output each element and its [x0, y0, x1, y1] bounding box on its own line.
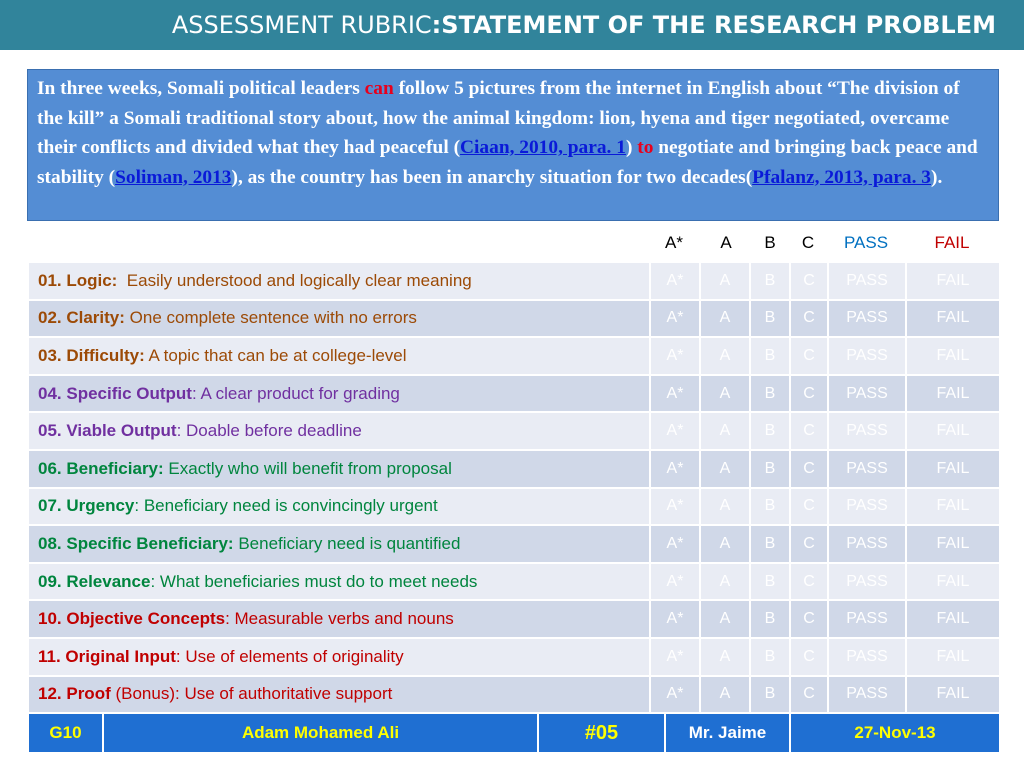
grade-option-a[interactable]: A: [700, 300, 750, 338]
grade-option-a[interactable]: A: [700, 262, 750, 300]
criterion-description: : Beneficiary need is convincingly urgent: [134, 496, 438, 516]
student-number-cell: #05: [538, 713, 665, 753]
grade-header-c: C: [801, 233, 815, 252]
rubric-row: [28, 300, 1000, 338]
grade-option-pass[interactable]: PASS: [828, 676, 906, 714]
criterion-label: 08. Specific Beneficiary:: [38, 533, 234, 553]
grade-option-b[interactable]: B: [750, 337, 790, 375]
rubric-row: [28, 450, 1000, 488]
title-prefix: ASSESSMENT RUBRIC: [171, 11, 432, 39]
grade-option-a[interactable]: A: [700, 412, 750, 450]
grade-option-c[interactable]: C: [790, 337, 828, 375]
grade-option-b[interactable]: B: [750, 525, 790, 563]
grade-option-fail[interactable]: FAIL: [906, 450, 1000, 488]
citation-link[interactable]: Pfalanz, 2013, para. 3: [752, 166, 931, 188]
rubric-row: [28, 262, 1000, 300]
criterion-cell: [28, 300, 650, 338]
grade-option-c[interactable]: C: [790, 638, 828, 676]
grade-option-pass[interactable]: PASS: [828, 300, 906, 338]
criterion-cell: [28, 450, 650, 488]
grade-option-a-star[interactable]: A*: [650, 676, 700, 714]
criterion-label: 01. Logic:: [38, 270, 118, 290]
criterion-description: A topic that can be at college-level: [144, 345, 407, 365]
grade-option-a-star[interactable]: A*: [650, 412, 700, 450]
grade-option-b[interactable]: B: [750, 375, 790, 413]
criterion-description: Easily understood and logically clear meaning: [117, 270, 472, 290]
grade-option-a-star[interactable]: A*: [650, 563, 700, 601]
grade-option-a[interactable]: A: [700, 488, 750, 526]
criterion-label: 03. Difficulty:: [38, 345, 145, 365]
criterion-description: Exactly who will benefit from proposal: [163, 458, 452, 478]
grade-option-pass[interactable]: PASS: [828, 638, 906, 676]
grade-option-a-star[interactable]: A*: [650, 600, 700, 638]
statement-text: ): [625, 137, 638, 158]
grade-option-pass[interactable]: PASS: [828, 488, 906, 526]
grade-option-pass[interactable]: PASS: [828, 262, 906, 300]
rubric-row: [28, 412, 1000, 450]
grade-option-a-star[interactable]: A*: [650, 262, 700, 300]
grade-option-a[interactable]: A: [700, 450, 750, 488]
teacher-cell: Mr. Jaime: [665, 713, 790, 753]
grade-option-fail[interactable]: FAIL: [906, 676, 1000, 714]
grade-option-fail[interactable]: FAIL: [906, 600, 1000, 638]
grade-option-a[interactable]: A: [700, 375, 750, 413]
criterion-label: 07. Urgency: [38, 496, 135, 516]
grade-option-a[interactable]: A: [700, 337, 750, 375]
criterion-cell: [28, 638, 650, 676]
criterion-label: 04. Specific Output: [38, 383, 192, 403]
criterion-description: Beneficiary need is quantified: [233, 533, 461, 553]
criterion-label: 10. Objective Concepts: [38, 609, 226, 629]
grade-option-fail[interactable]: FAIL: [906, 300, 1000, 338]
criterion-cell: [28, 488, 650, 526]
grade-option-b[interactable]: B: [750, 563, 790, 601]
criterion-label: 06. Beneficiary:: [38, 458, 164, 478]
criterion-label: 11. Original Input: [38, 646, 176, 666]
grade-option-b[interactable]: B: [750, 638, 790, 676]
rubric-row: [28, 525, 1000, 563]
criterion-label: 12. Proof: [38, 684, 111, 704]
rubric-row: [28, 375, 1000, 413]
grade-option-c[interactable]: C: [790, 412, 828, 450]
group-cell: G10: [28, 713, 103, 753]
grade-option-pass[interactable]: PASS: [828, 600, 906, 638]
criterion-description: : Measurable verbs and nouns: [225, 609, 454, 629]
title-colon: :: [431, 11, 442, 39]
grade-header-b: B: [764, 233, 776, 252]
grade-option-c[interactable]: C: [790, 600, 828, 638]
grade-option-pass[interactable]: PASS: [828, 375, 906, 413]
grade-option-a[interactable]: A: [700, 638, 750, 676]
grade-option-b[interactable]: B: [750, 600, 790, 638]
rubric-row: [28, 337, 1000, 375]
statement-text: ).: [931, 166, 943, 188]
grade-option-c[interactable]: C: [790, 676, 828, 714]
slide-title: [0, 0, 1024, 50]
grade-option-b[interactable]: B: [750, 488, 790, 526]
grade-option-fail[interactable]: FAIL: [906, 525, 1000, 563]
grade-option-a-star[interactable]: A*: [650, 488, 700, 526]
criterion-cell: [28, 262, 650, 300]
grade-option-a-star[interactable]: A*: [650, 337, 700, 375]
criterion-cell: [28, 412, 650, 450]
grade-option-a[interactable]: A: [700, 525, 750, 563]
rubric-table: [27, 261, 1001, 714]
grade-header-a: A: [720, 233, 732, 252]
grade-option-a-star[interactable]: A*: [650, 638, 700, 676]
criterion-description: : Use of elements of originality: [175, 646, 404, 666]
grade-header-pass: PASS: [843, 233, 889, 252]
grade-header-astar: A*: [665, 233, 683, 252]
grade-option-fail[interactable]: FAIL: [906, 337, 1000, 375]
rubric-row: [28, 600, 1000, 638]
grade-option-pass[interactable]: PASS: [828, 563, 906, 601]
criterion-cell: [28, 337, 650, 375]
criterion-description: : What beneficiaries must do to meet needs: [150, 571, 478, 591]
criterion-label: 05. Viable Output: [38, 421, 177, 441]
grade-option-fail[interactable]: FAIL: [906, 375, 1000, 413]
grade-option-pass[interactable]: PASS: [828, 337, 906, 375]
rubric-row: [28, 488, 1000, 526]
grade-option-fail[interactable]: FAIL: [906, 412, 1000, 450]
criterion-label: 09. Relevance: [38, 571, 151, 591]
grade-option-pass[interactable]: PASS: [828, 525, 906, 563]
criterion-cell: [28, 375, 650, 413]
rubric-row: [28, 563, 1000, 601]
grade-option-c[interactable]: C: [790, 563, 828, 601]
grade-option-a-star[interactable]: A*: [650, 375, 700, 413]
grade-option-a-star[interactable]: A*: [650, 450, 700, 488]
grade-option-pass[interactable]: PASS: [828, 450, 906, 488]
student-info-bar: [27, 712, 1001, 754]
citation-link[interactable]: Ciaan, 2010, para. 1: [460, 137, 626, 158]
grade-option-c[interactable]: C: [790, 375, 828, 413]
statement-text: In three weeks, Somali political leaders: [37, 78, 365, 99]
grade-option-b[interactable]: B: [750, 300, 790, 338]
grade-option-c[interactable]: C: [790, 262, 828, 300]
grade-option-a[interactable]: A: [700, 676, 750, 714]
criterion-description: One complete sentence with no errors: [124, 308, 417, 328]
grade-header: [0, 226, 1024, 260]
statement-text: negotiate and bringing back peace and stability (: [37, 137, 978, 188]
problem-statement: [27, 69, 999, 221]
criterion-label: 02. Clarity:: [38, 308, 125, 328]
citation-link[interactable]: Soliman, 2013: [115, 166, 232, 188]
grade-option-a[interactable]: A: [700, 600, 750, 638]
grade-option-a-star[interactable]: A*: [650, 300, 700, 338]
grade-option-c[interactable]: C: [790, 450, 828, 488]
grade-option-c[interactable]: C: [790, 488, 828, 526]
grade-option-pass[interactable]: PASS: [828, 412, 906, 450]
grade-option-fail[interactable]: FAIL: [906, 262, 1000, 300]
criterion-cell: [28, 563, 650, 601]
statement-text: follow 5 pictures from the internet in English about “The division of the kill” a Somali traditional story about, how the animal kingdom: lion, hyena and tiger negotiated, overcame their conflicts and divided what they had peaceful (: [37, 78, 960, 158]
statement-highlight-to: to: [637, 137, 654, 158]
grade-option-fail[interactable]: FAIL: [906, 563, 1000, 601]
date-cell: 27-Nov-13: [790, 713, 1000, 753]
criterion-cell: [28, 676, 650, 714]
grade-option-c[interactable]: C: [790, 300, 828, 338]
rubric-row: [28, 676, 1000, 714]
grade-option-a-star[interactable]: A*: [650, 525, 700, 563]
grade-option-a[interactable]: A: [700, 563, 750, 601]
title-main: STATEMENT OF THE RESEARCH PROBLEM: [441, 11, 996, 39]
criterion-description: (Bonus): Use of authoritative support: [110, 684, 393, 704]
criterion-description: : A clear product for grading: [191, 383, 400, 403]
criterion-cell: [28, 600, 650, 638]
grade-option-fail[interactable]: FAIL: [906, 638, 1000, 676]
grade-header-fail: FAIL: [934, 233, 970, 252]
grade-option-fail[interactable]: FAIL: [906, 488, 1000, 526]
grade-option-c[interactable]: C: [790, 525, 828, 563]
student-name-cell: Adam Mohamed Ali: [103, 713, 538, 753]
grade-option-b[interactable]: B: [750, 450, 790, 488]
grade-option-b[interactable]: B: [750, 262, 790, 300]
rubric-row: [28, 638, 1000, 676]
statement-highlight-can: can: [364, 78, 394, 99]
statement-text: ), as the country has been in anarchy situation for two decades(: [231, 166, 753, 188]
criterion-description: : Doable before deadline: [176, 421, 362, 441]
criterion-cell: [28, 525, 650, 563]
grade-option-b[interactable]: B: [750, 412, 790, 450]
grade-option-b[interactable]: B: [750, 676, 790, 714]
